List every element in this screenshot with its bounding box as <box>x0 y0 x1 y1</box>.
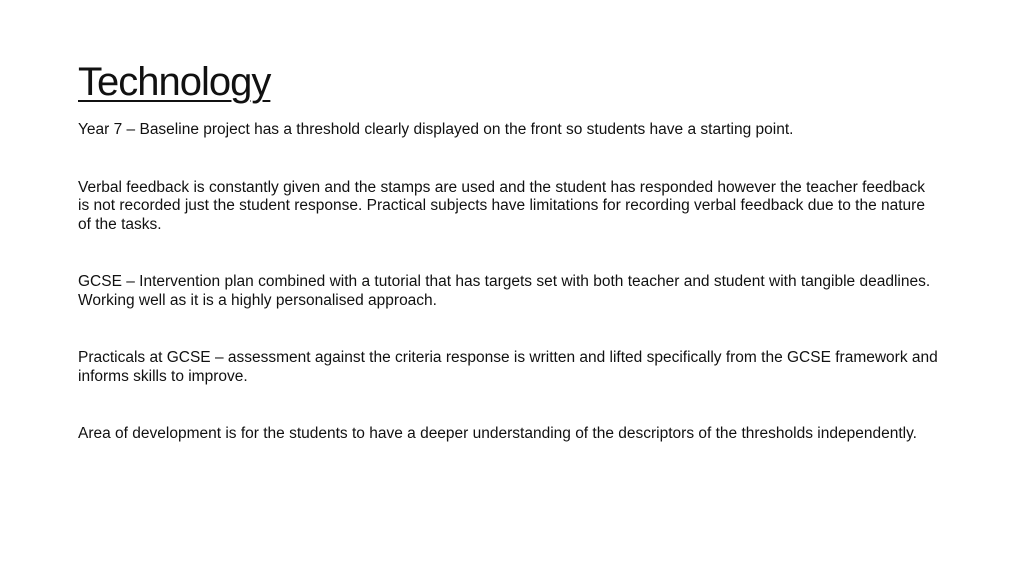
paragraph-year7-baseline: Year 7 – Baseline project has a threshold clearly displayed on the front so students have a starting point. <box>78 121 794 138</box>
paragraph-area-of-development: Area of development is for the students to have a deeper understanding of the descriptors of the thresholds independently. <box>78 425 917 442</box>
paragraph-gcse-intervention: GCSE – Intervention plan combined with a tutorial that has targets set with both teacher and student with tangible deadlines. Working well as it is a highly personalised approach. <box>78 273 931 309</box>
paragraph-verbal-feedback: Verbal feedback is constantly given and the stamps are used and the student has responded however the teacher feedback is not recorded just the student response. Practical subjects have limitations for recording verbal feedback due to the nature of the tasks. <box>78 178 926 233</box>
paragraph-gcse-practicals: Practicals at GCSE – assessment against the criteria response is written and lifted specifically from the GCSE framework and informs skills to improve. <box>78 349 938 385</box>
slide-body <box>78 121 938 444</box>
slide-title: Technology <box>78 60 271 104</box>
